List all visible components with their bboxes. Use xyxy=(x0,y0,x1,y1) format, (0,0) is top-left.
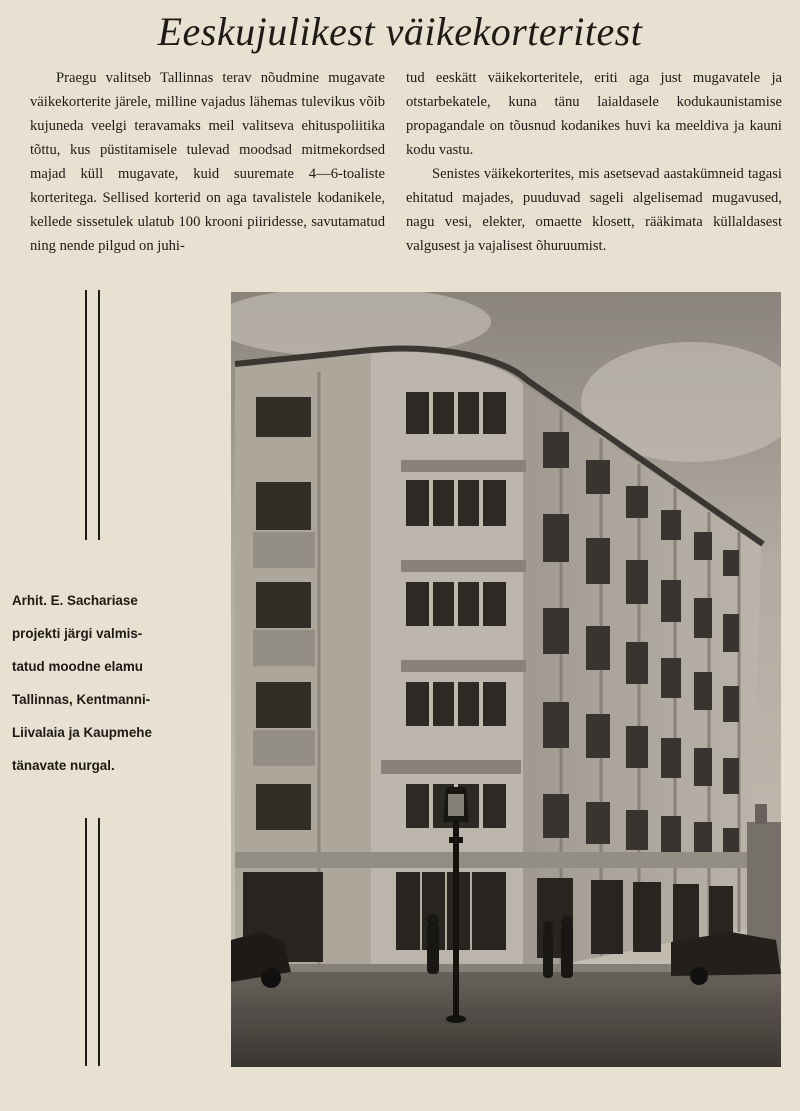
right-text-column xyxy=(406,66,782,258)
caption-line: Liivalaia ja Kaupmehe xyxy=(12,725,152,740)
caption-line: Tallinnas, Kentmanni- xyxy=(12,692,151,707)
paragraph: Praegu valitseb Tallinnas terav nõudmine mugavate väikekorterite järele, milline vajadus lähemas tulevikus võib kujuneda veelgi teravamaks meil valitseva ehituspoliitika tõttu, kus püstitamisele tulevad moodsad mitmekordsed majad küll mugavate, kuid suuremate 4—6-toaliste korteritega. Sellised korterid on aga tavalistele kodanikele, kellede sissetulek ulatub 100 krooni piiridesse, savutamatud ning nende pilgud on juhi- xyxy=(30,70,385,254)
caption-line: Arhit. E. Sachariase xyxy=(12,593,138,608)
building-illustration xyxy=(231,292,781,1067)
decorative-rule xyxy=(98,818,100,1066)
photo-caption xyxy=(12,584,217,782)
building-photo xyxy=(231,292,781,1067)
decorative-rule xyxy=(98,290,100,540)
paragraph: Senistes väikekorterites, mis asetsevad aastakümneid tagasi ehitatud majades, puuduvad sageli algelisemad mugavused, nagu vesi, elekter, omaette klosett, rääkimata küllaldasest valgusest ja vajalisest õhuruumist. xyxy=(406,166,782,254)
left-text-column xyxy=(30,66,385,258)
paragraph: tud eeskätt väikekorteritele, eriti aga just mugavatele ja otstarbekatele, kuna tänu laialdasele kodukaunistamise propagandale on tõusnud kodanikes huvi ka meeldiva ja kauni kodu vastu. xyxy=(406,70,782,158)
caption-line: projekti järgi valmis- xyxy=(12,626,143,641)
caption-line: tänavate nurgal. xyxy=(12,758,115,773)
caption-line: tatud moodne elamu xyxy=(12,659,143,674)
decorative-rule xyxy=(85,818,87,1066)
decorative-rule xyxy=(85,290,87,540)
article-title: Eeskujulikest väikekorteritest xyxy=(157,9,643,54)
